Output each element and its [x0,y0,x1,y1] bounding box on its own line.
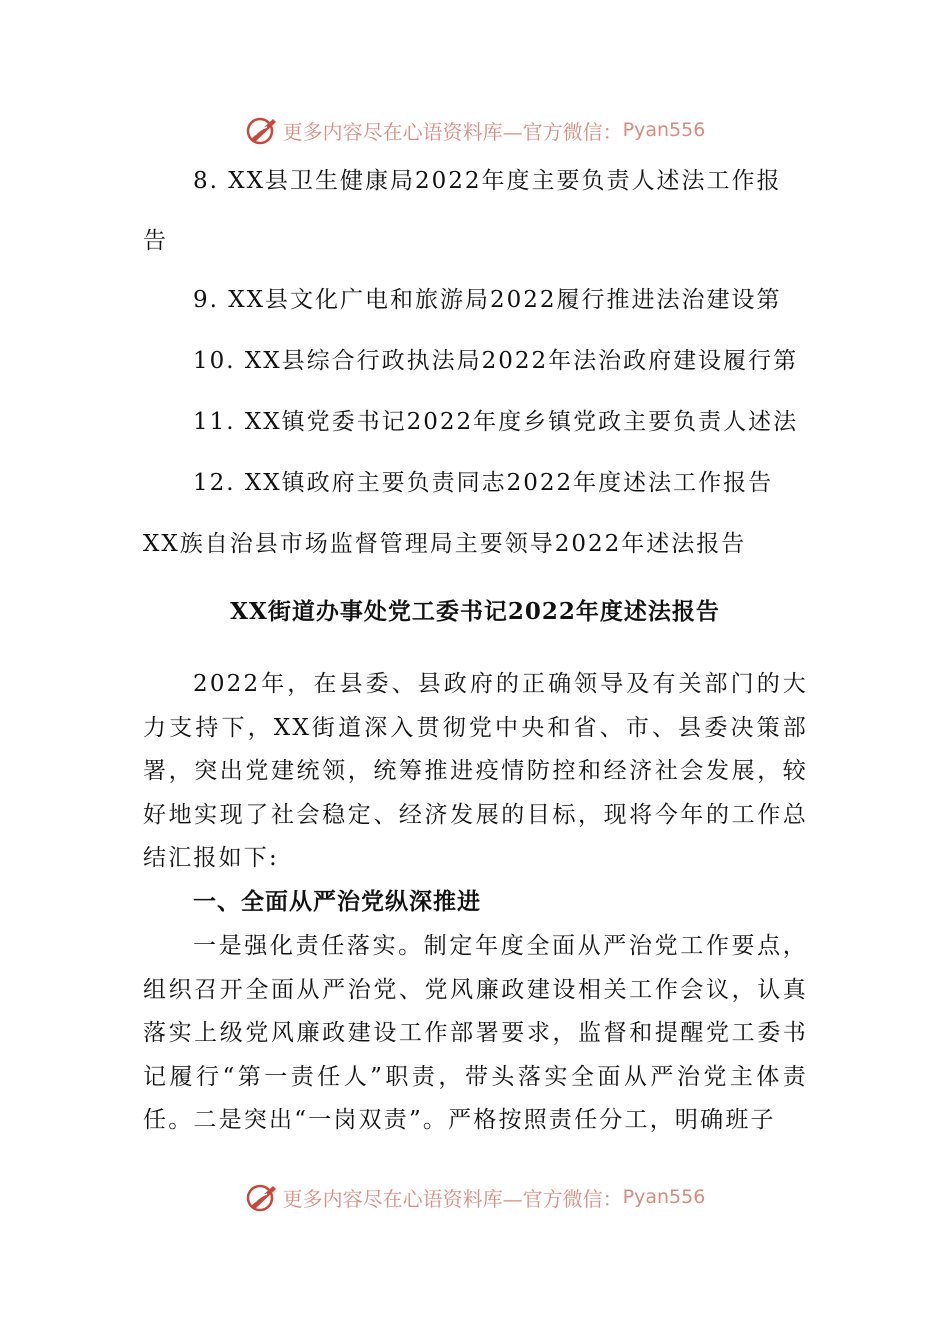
watermark-bottom [0,1177,950,1217]
section-1-paragraph: 一是强化责任落实。制定年度全面从严治党工作要点，组织召开全面从严治党、党风廉政建设相关工作会议，认真落实上级党风廉政建设工作部署要求，监督和提醒党工委书记履行“第一责任人”职责，带头落实全面从严治党主体责任。二是突出“一岗双责”。严格按照责任分工，明确班子 [143,933,808,1133]
watermark-top [0,110,950,150]
toc-item-11: 11. XX镇党委书记2022年度乡镇党政主要负责人述法 [193,409,799,435]
toc-extra-item: XX族自治县市场监督管理局主要领导2022年述法报告 [143,531,747,557]
toc-item-12: 12. XX镇政府主要负责同志2022年度述法工作报告 [193,470,774,496]
toc-item-10: 10. XX县综合行政执法局2022年法治政府建设履行第 [193,348,799,374]
pen-logo-icon [245,113,279,147]
section-1-heading: 一、全面从严治党纵深推进 [193,888,481,915]
pen-logo-icon [245,1180,279,1214]
article-title: XX街道办事处党工委书记2022年度述法报告 [230,598,720,625]
watermark-id: Pyan556 [622,119,706,141]
watermark-id: Pyan556 [622,1186,706,1208]
watermark-text: 更多内容尽在心语资料库—官方微信： [282,1186,623,1211]
intro-paragraph: 2022年，在县委、县政府的正确领导及有关部门的大力支持下，XX街道深入贯彻党中央和省、市、县委决策部署，突出党建统领，统筹推进疫情防控和经济社会发展，较好地实现了社会稳定、经济发展的目标，现将今年的工作总结汇报如下: [143,671,808,871]
toc-item-8: 8. XX县卫生健康局2022年度主要负责人述法工作报 [193,168,782,194]
toc-item-8-continuation: 告 [143,228,168,254]
toc-item-9: 9. XX县文化广电和旅游局2022履行推进法治建设第 [193,287,782,313]
watermark-text: 更多内容尽在心语资料库—官方微信： [282,119,623,144]
